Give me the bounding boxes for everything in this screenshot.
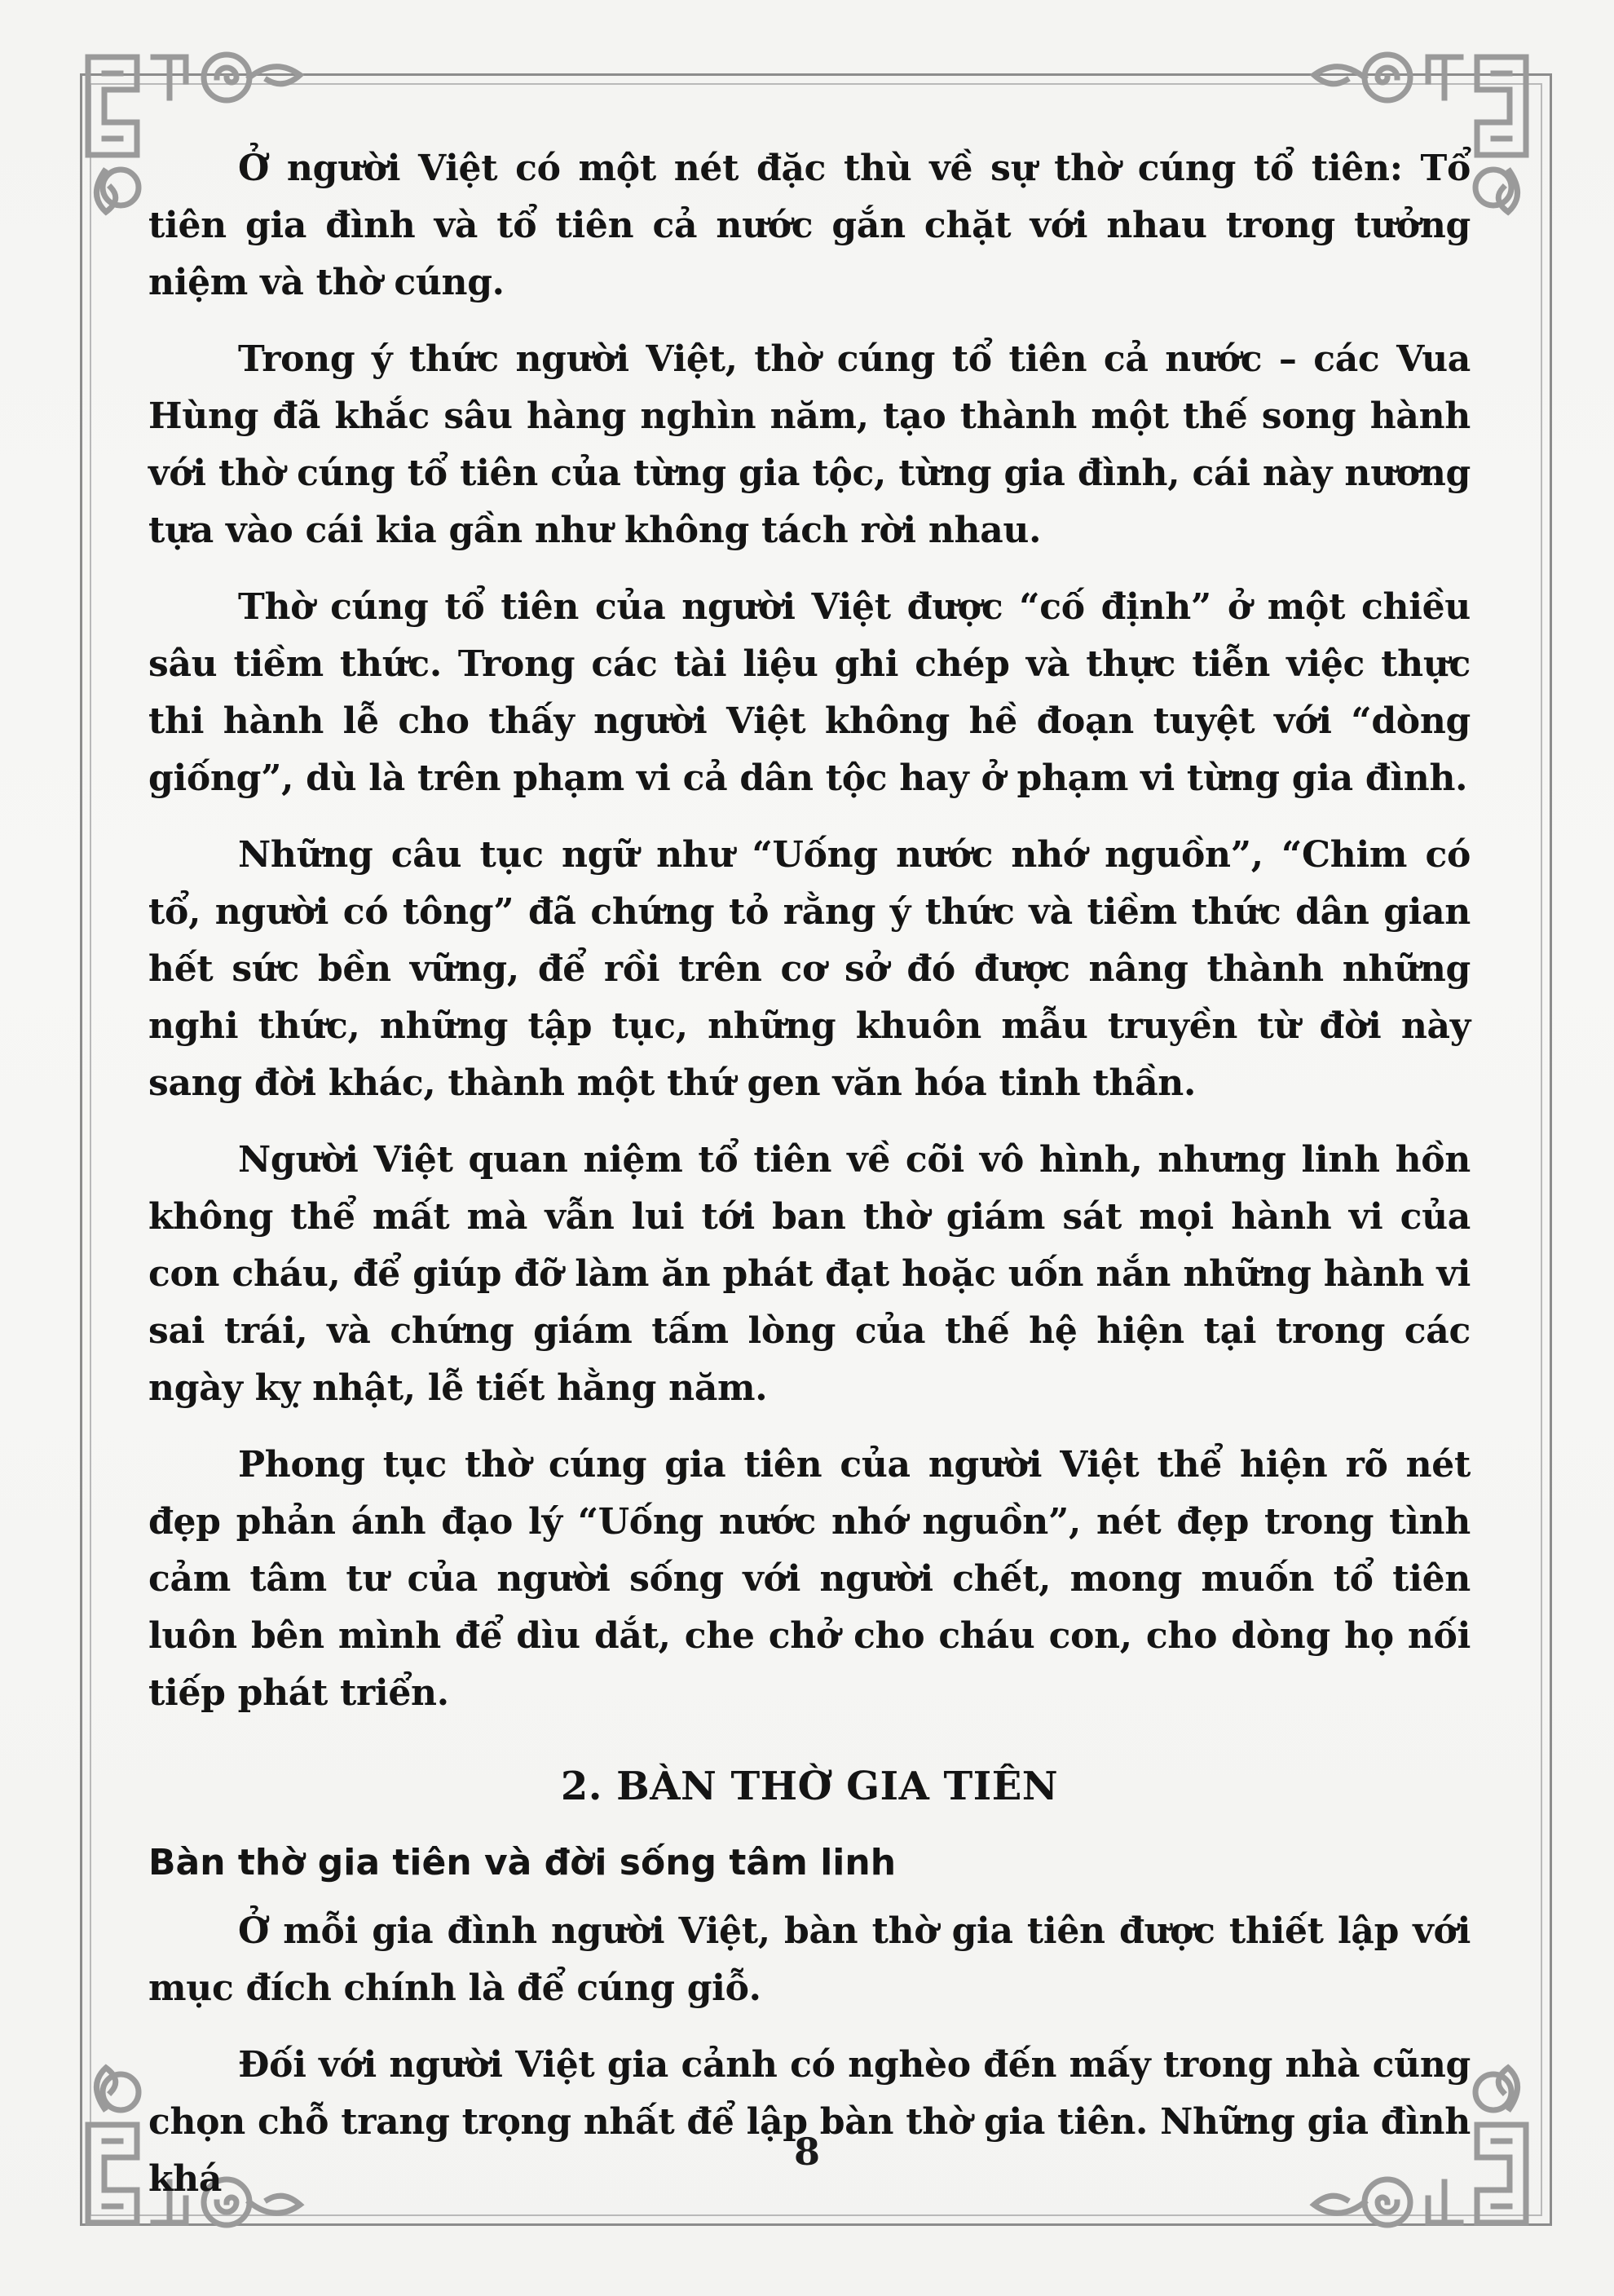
paragraph-5: Người Việt quan niệm tổ tiên về cõi vô hình, nhưng linh hồn không thể mất mà vẫn lui tới ban thờ giám sát mọi hành vi của con cháu, để giúp đỡ làm ăn phát đạt hoặc uốn nắn những hành vi sai trái, và chứng giám tấm lòng của thế hệ hiện tại trong các ngày kỵ nhật, lễ tiết hằng năm.: [148, 1139, 1471, 1409]
page-number: 8: [793, 2130, 820, 2174]
section-heading: 2. BÀN THỜ GIA TIÊN: [560, 1764, 1059, 1809]
subheading: Bàn thờ gia tiên và đời sống tâm linh: [148, 1842, 897, 1883]
paragraph-2: Trong ý thức người Việt, thờ cúng tổ tiên cả nước – các Vua Hùng đã khắc sâu hàng nghìn năm, tạo thành một thế song hành với thờ cúng tổ tiên của từng gia tộc, từng gia đình, cái này nương tựa vào cái kia gần như không tách rời nhau.: [148, 338, 1471, 551]
paragraph-3: Thờ cúng tổ tiên của người Việt được “cố định” ở một chiều sâu tiềm thức. Trong các tài liệu ghi chép và thực tiễn việc thực thi hành lễ cho thấy người Việt không hề đoạn tuyệt với “dòng giống”, dù là trên phạm vi cả dân tộc hay ở phạm vi từng gia đình.: [148, 586, 1471, 799]
paragraph-6: Phong tục thờ cúng gia tiên của người Việt thể hiện rõ nét đẹp phản ánh đạo lý “Uống nước nhớ nguồn”, nét đẹp trong tình cảm tâm tư của người sống với người chết, mong muốn tổ tiên luôn bên mình để dìu dắt, che chở cho cháu con, cho dòng họ nối tiếp phát triển.: [148, 1444, 1471, 1714]
paragraph-1: Ở người Việt có một nét đặc thù về sự thờ cúng tổ tiên: Tổ tiên gia đình và tổ tiên cả nước gắn chặt với nhau trong tưởng niệm và thờ cúng.: [148, 148, 1471, 303]
page-content: [148, 140, 1471, 2228]
paragraph-4: Những câu tục ngữ như “Uống nước nhớ nguồn”, “Chim có tổ, người có tông” đã chứng tỏ rằng ý thức và tiềm thức dân gian hết sức bền vững, để rồi trên cơ sở đó được nâng thành những nghi thức, những tập tục, những khuôn mẫu truyền từ đời này sang đời khác, thành một thứ gen văn hóa tinh thần.: [148, 834, 1471, 1104]
paragraph-7: Ở mỗi gia đình người Việt, bàn thờ gia tiên được thiết lập với mục đích chính là để cúng giỗ.: [148, 1910, 1471, 2009]
paragraph-8: Đối với người Việt gia cảnh có nghèo đến mấy trong nhà cũng chọn chỗ trang trọng nhất để lập bàn thờ gia tiên. Những gia đình khá: [148, 2044, 1471, 2200]
